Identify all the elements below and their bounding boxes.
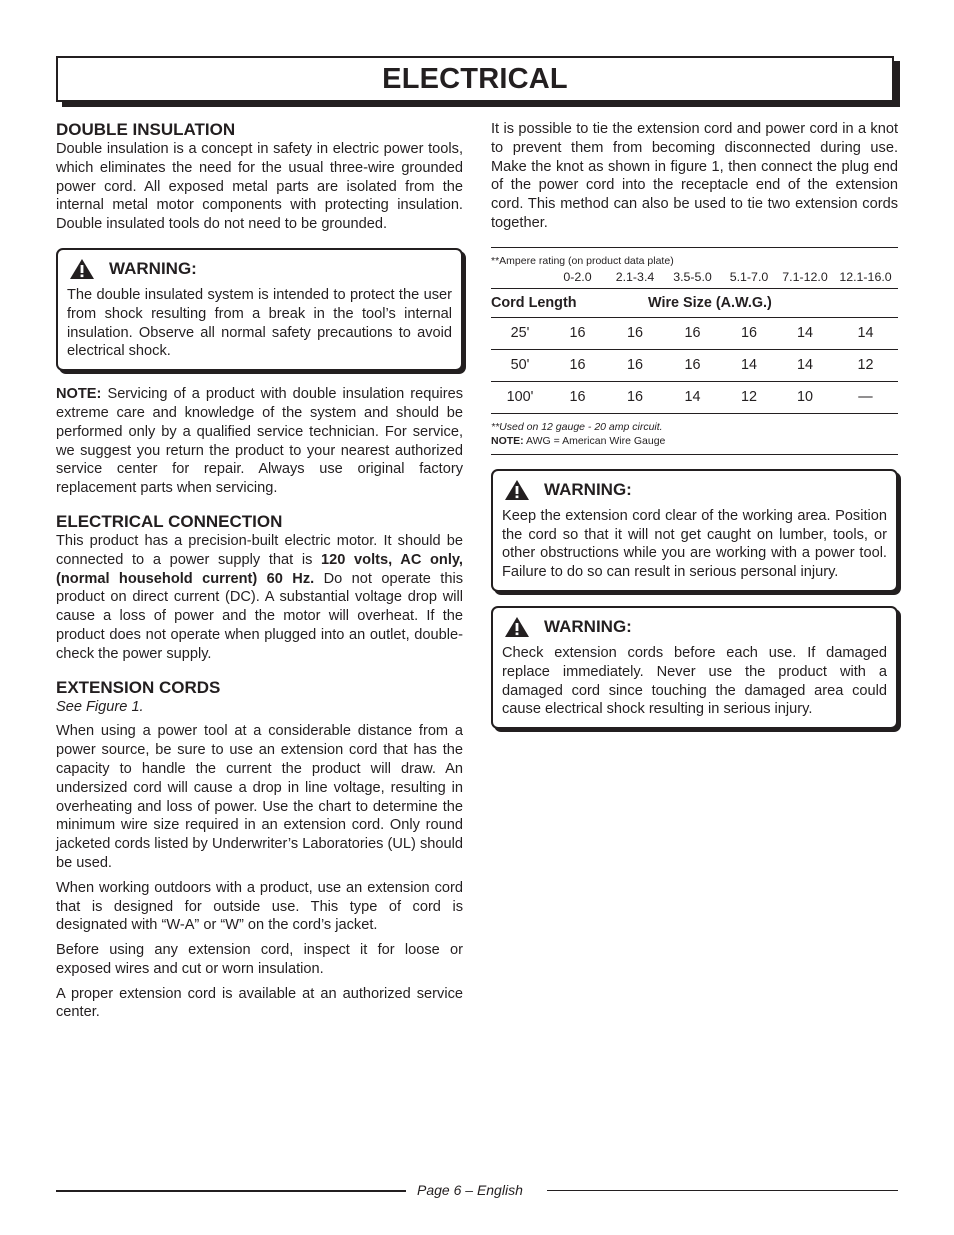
circuit-footnote: **Used on 12 gauge - 20 amp circuit. — [491, 420, 663, 433]
wire-size-cell: 16 — [549, 349, 606, 381]
warning-title: WARNING: — [544, 616, 632, 636]
wire-size-cell: 12 — [833, 349, 898, 381]
connection-text-a: This product has a precision-built electric motor. It should be connected to a power supply that is — [56, 532, 463, 568]
wire-size-cell: 14 — [777, 317, 833, 349]
table-header-row — [491, 288, 898, 317]
extension-cords-p3: Before using any extension cord, inspect it for loose or exposed wires and cut or worn insulation. — [56, 942, 463, 977]
wire-size-cell: 14 — [777, 349, 833, 381]
table-row — [491, 317, 898, 349]
extension-cord-table-section — [491, 247, 898, 455]
amp-range: 5.1-7.0 — [729, 269, 769, 284]
wire-size-cell: 10 — [777, 381, 833, 413]
warning-box-insulation — [56, 248, 463, 371]
wire-size-cell: 16 — [549, 317, 606, 349]
wire-size-header: Wire Size (A.W.G.) — [606, 288, 898, 317]
left-column — [56, 120, 463, 1022]
extension-cords-heading: EXTENSION CORDS — [56, 677, 221, 697]
cord-length-cell: 100' — [491, 381, 549, 413]
wire-size-cell: 16 — [606, 317, 664, 349]
knot-instructions: It is possible to tie the extension cord and power cord in a knot to prevent them from becoming disconnected during use. Make the knot as shown in figure 1, then connect the plug end of the power cord into the receptacle end of the extension cord. This method can also be used to tie two extension cords together. — [491, 121, 898, 231]
table-notes — [491, 414, 898, 455]
note-text: Servicing of a product with double insulation requires extreme care and knowledge of the system and should be performed only by a qualified service technician. For service, we suggest you return the product to your nearest authorized service center for repair. Always use original factory replacement parts when servicing. — [56, 386, 463, 497]
cord-length-cell: 50' — [491, 349, 549, 381]
awg-note-label: NOTE: — [491, 434, 524, 447]
wire-size-cell: 14 — [664, 381, 721, 413]
wire-size-cell: — — [833, 381, 898, 413]
extension-cords-p2: When working outdoors with a product, use an extension cord that is designed for outside use. This type of cord is designated with “W-A” or “W” on the cord’s jacket. — [56, 879, 463, 934]
wire-size-cell: 16 — [721, 317, 777, 349]
electrical-connection-heading: ELECTRICAL CONNECTION — [56, 511, 283, 531]
ampere-rating-note: **Ampere rating (on product data plate) — [491, 254, 674, 267]
table-row — [491, 349, 898, 381]
warning-triangle-icon — [504, 616, 530, 638]
servicing-note — [56, 385, 463, 498]
warning-text: Keep the extension cord clear of the working area. Position the cord so that it will not get caught on lumber, tools, or other obstructions while you are working with a power tool. Failure to do so can result in serious personal injury. — [502, 507, 887, 581]
warning-triangle-icon — [69, 258, 95, 280]
warning-triangle-icon — [504, 479, 530, 501]
page-title-box — [56, 56, 894, 102]
awg-note — [491, 434, 898, 448]
warning-title: WARNING: — [544, 479, 632, 499]
wire-size-cell: 16 — [606, 381, 664, 413]
electrical-connection-text — [56, 532, 463, 664]
amp-range: 2.1-3.4 — [615, 269, 655, 284]
right-column — [491, 120, 898, 729]
footer-rule-left — [56, 1190, 406, 1192]
warning-box-working-area — [491, 469, 898, 592]
amp-range: 0-2.0 — [563, 269, 592, 284]
amp-range: 12.1-16.0 — [839, 269, 892, 284]
amp-range-row — [491, 268, 898, 289]
warning-text: The double insulated system is intended to protect the user from shock resulting from a break in the tool’s internal insulation. Observe all normal safety precautions to avoid electrical shock. — [67, 286, 452, 360]
page-number: Page 6 – English — [417, 1182, 523, 1198]
cord-length-cell: 25' — [491, 317, 549, 349]
wire-size-cell: 14 — [833, 317, 898, 349]
wire-size-cell: 16 — [664, 317, 721, 349]
connection-voltage-spec: 120 volts, AC only, (normal household current) 60 Hz. — [56, 551, 463, 587]
warning-title: WARNING: — [109, 258, 197, 278]
amp-range: 3.5-5.0 — [673, 269, 712, 284]
note-label: NOTE: — [56, 386, 102, 403]
wire-size-cell: 16 — [664, 349, 721, 381]
awg-note-text: AWG = American Wire Gauge — [523, 434, 666, 447]
wire-size-cell: 16 — [606, 349, 664, 381]
double-insulation-text: Double insulation is a concept in safety in electric power tools, which eliminates the need for the usual three-wire grounded power cord. All exposed metal parts are isolated from the internal metal motor components with protecting insulation. Double insulated tools do not need to be grounded. — [56, 141, 463, 233]
table-row — [491, 381, 898, 413]
double-insulation-heading: DOUBLE INSULATION — [56, 120, 236, 139]
cord-length-header: Cord Length — [491, 288, 606, 317]
connection-text-b: Do not operate this product on direct current (DC). A substantial voltage drop will cause a loss of power and the motor will overheat. If the product does not operate when plugged into an outlet, double-check the power supply. — [56, 570, 463, 662]
warning-text: Check extension cords before each use. If damaged replace immediately. Never use the product with a damaged cord since touching the damaged area could cause electrical shock resulting in serious injury. — [502, 644, 887, 718]
page-title: ELECTRICAL — [382, 62, 568, 95]
wire-size-cell: 14 — [721, 349, 777, 381]
extension-cords-p1: When using a power tool at a considerable distance from a power source, be sure to use an extension cord that has the capacity to handle the current the product will draw. An undersized cord will cause a drop in line voltage, resulting in overheating and loss of power. Use the chart to determine the minimum wire size required in an extension cord. Only round jacketed cords listed by Underwriter’s Laboratories (UL) should be used. — [56, 723, 463, 871]
warning-box-damaged-cord — [491, 606, 898, 729]
wire-size-table — [491, 268, 898, 414]
see-figure-ref: See Figure 1. — [56, 698, 144, 715]
amp-range: 7.1-12.0 — [782, 269, 828, 284]
extension-cords-p4: A proper extension cord is available at an authorized service center. — [56, 985, 463, 1021]
wire-size-cell: 12 — [721, 381, 777, 413]
wire-size-cell: 16 — [549, 381, 606, 413]
footer-rule-right — [547, 1190, 898, 1191]
